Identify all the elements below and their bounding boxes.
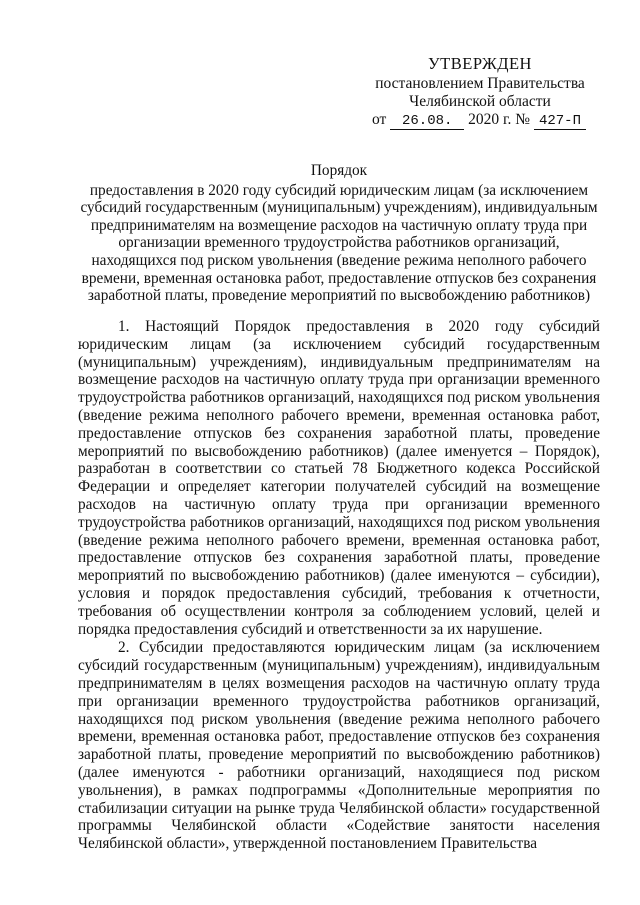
date-field: 26.08. — [390, 113, 464, 130]
title-label: Порядок — [310, 162, 368, 179]
approval-line-2: Челябинской области — [409, 93, 551, 110]
document-title — [78, 162, 600, 305]
approval-line-1: постановлением Правительства — [375, 75, 585, 92]
approval-stamp — [360, 55, 600, 130]
date-prefix: от — [372, 111, 387, 128]
document-body — [78, 318, 600, 853]
approval-date-line — [360, 111, 600, 130]
title-text: предоставления в 2020 году субсидий юридическим лицам (за исключением субсидий государственным (муниципальным) учреждениям), индивидуальным предпринимателям на возмещение расходов на частичную оплату труда при организации временного трудоустройства работников организаций, находящихся под риском увольнения (введение режима неполного рабочего времени, временная остановка работ, предоставление отпусков без сохранения заработной платы, проведение мероприятий по высвобождению работников) — [80, 181, 598, 305]
paragraph-2: 2. Субсидии предоставляются юридическим лицам (за исключением субсидий государственным (муниципальным) учреждениям), индивидуальным предпринимателям в целях возмещения расходов на частичную оплату труда при организации временного трудоустройства работников организаций, находящихся под риском увольнения (введение режима неполного рабочего времени, временная остановка работ, предоставление отпусков без сохранения заработной платы, проведение мероприятий по высвобождению работников) (далее именуются - работники организаций, находящиеся под риском увольнения), в рамках подпрограммы «Дополнительные мероприятия по стабилизации ситуации на рынке труда Челябинской области» государственной программы Челябинской области «Содействие занятости населения Челябинской области», утвержденной постановлением Правительства — [78, 639, 600, 853]
number-field: 427-П — [534, 113, 586, 130]
paragraph-1: 1. Настоящий Порядок предоставления в 2020 году субсидий юридическим лицам (за исключением субсидий государственным (муниципальным) учреждениям), индивидуальным предпринимателям на возмещение расходов на частичную оплату труда при организации временного трудоустройства работников организаций, находящихся под риском увольнения (введение режима неполного рабочего времени, временная остановка работ, предоставление отпусков без сохранения заработной платы, проведение мероприятий по высвобождению работников) (далее именуется – Порядок), разработан в соответствии со статьей 78 Бюджетного кодекса Российской Федерации и определяет категории получателей субсидий на возмещение расходов на частичную оплату труда при организации временного трудоустройства работников организаций, находящихся под риском увольнения (введение режима неполного рабочего времени, временная остановка работ, предоставление отпусков без сохранения заработной платы, проведение мероприятий по высвобождению работников) (далее именуются – субсидии), условия и порядок предоставления субсидий, требования к отчетности, требования об осуществлении контроля за соблюдением условий, целей и порядка предоставления субсидий и ответственности за их нарушение. — [78, 318, 600, 638]
approval-heading: УТВЕРЖДЕН — [428, 54, 532, 73]
year-text: 2020 г. № — [468, 111, 531, 128]
